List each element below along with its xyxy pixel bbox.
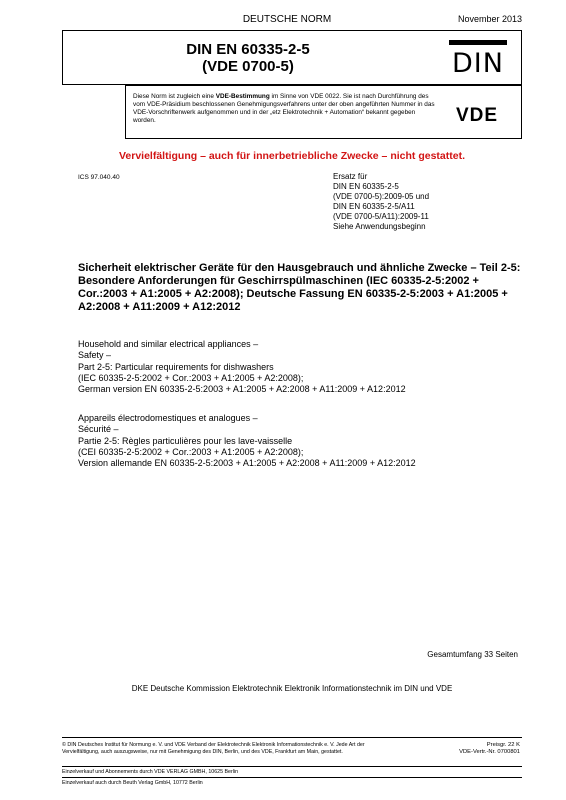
- title-english-line: Part 2-5: Particular requirements for dishwashers: [78, 361, 274, 372]
- sales-info-beuth: Einzelverkauf auch durch Beuth Verlag GmbH, 10772 Berlin: [62, 780, 203, 786]
- standard-number-line1: DIN EN 60335-2-5: [186, 41, 310, 58]
- title-english-line: German version EN 60335-2-5:2003 + A1:2005 + A2:2008 + A11:2009 + A12:2012: [78, 384, 406, 395]
- page-header: [62, 10, 522, 30]
- document-type-label: DEUTSCHE NORM: [242, 14, 332, 25]
- vde-determination-note: Diese Norm ist zugleich eine VDE-Bestimmung im Sinne von VDE 0022. Sie ist nach Durchführung des vom VDE-Präsidium beschlossenen Genehmigungsverfahrens unter der oben angeführten Nummer in das VDE-Vorschriftenwerk aufgenommen und in der „etz Elektrotechnik + Automation“ bekannt gegeben worden.: [133, 93, 435, 124]
- title-french-line: Partie 2-5: Règles particulières pour les lave-vaisselle: [78, 435, 293, 446]
- replacement-line: Ersatz für: [333, 172, 368, 181]
- ics-code: ICS 97.040.40: [78, 174, 120, 181]
- publication-date: November 2013: [457, 14, 522, 24]
- vde-logo: VDE: [456, 105, 499, 126]
- vde-box: [125, 85, 522, 139]
- replacement-line: DIN EN 60335-2-5: [333, 182, 399, 191]
- replacement-line: Siehe Anwendungsbeginn: [333, 222, 426, 231]
- title-english-line: Safety –: [78, 350, 112, 361]
- replacement-line: DIN EN 60335-2-5/A11: [333, 202, 415, 211]
- sales-info-vde: Einzelverkauf und Abonnements durch VDE VERLAG GMBH, 10625 Berlin: [62, 769, 239, 775]
- footer-divider: [62, 777, 522, 778]
- title-box: [62, 30, 522, 85]
- title-french-line: Version allemande EN 60335-2-5:2003 + A1:2005 + A2:2008 + A11:2009 + A12:2012: [78, 458, 416, 469]
- total-pages: Gesamtumfang 33 Seiten: [427, 650, 518, 659]
- price-group: Preisgr. 22 K: [486, 742, 520, 748]
- title-french-line: Sécurité –: [78, 424, 119, 435]
- title-english-line: (IEC 60335-2-5:2002 + Cor.:2003 + A1:2005 + A2:2008);: [78, 372, 304, 383]
- title-english: [78, 339, 406, 395]
- copyright-notice: © DIN Deutsches Institut für Normung e. V. und VDE Verband der Elektrotechnik Elektronik Informationstechnik e. V. Jede Art der Vervielfältigung, auch auszugsweise, nur mit Genehmigung des DIN, Berlin, und des VDE, Frankfurt am Main, gestattet.: [62, 742, 365, 755]
- reproduction-warning: Vervielfältigung – auch für innerbetriebliche Zwecke – nicht gestattet.: [118, 150, 465, 162]
- title-french-line: Appareils électrodomestiques et analogues –: [78, 413, 258, 423]
- din-logo: [448, 39, 508, 77]
- replacement-line: (VDE 0700-5/A11):2009-11: [333, 212, 429, 221]
- price-info: [459, 742, 520, 756]
- footer-divider: [62, 766, 522, 767]
- title-french: [78, 413, 416, 469]
- title-german: Sicherheit elektrischer Geräte für den Hausgebrauch und ähnliche Zwecke – Teil 2-5: Besondere Anforderungen für Geschirrspülmaschinen (IEC 60335-2-5:2002 + Cor.:2003 + A1:2005 + A2:2008); Deutsche Fassung EN 60335-2-5:2003 + A1:2005 + A2:2008 + A11:2009 + A12:2012: [78, 262, 521, 313]
- dke-line: DKE Deutsche Kommission Elektrotechnik Elektronik Informationstechnik im DIN und VDE: [131, 684, 453, 693]
- vde-distribution-number: VDE-Vertr.-Nr. 0700801: [459, 749, 520, 755]
- replacement-line: (VDE 0700-5):2009-05 und: [333, 192, 430, 201]
- replacement-info: [333, 172, 429, 232]
- svg-text:DIN: DIN: [452, 48, 504, 77]
- standard-number: [63, 41, 433, 75]
- footer-divider: [62, 737, 522, 738]
- standard-number-line2: (VDE 0700-5): [202, 58, 294, 75]
- title-french-line: (CEI 60335-2-5:2002 + Cor.:2003 + A1:2005 + A2:2008);: [78, 446, 304, 457]
- title-english-line: Household and similar electrical appliances –: [78, 339, 259, 349]
